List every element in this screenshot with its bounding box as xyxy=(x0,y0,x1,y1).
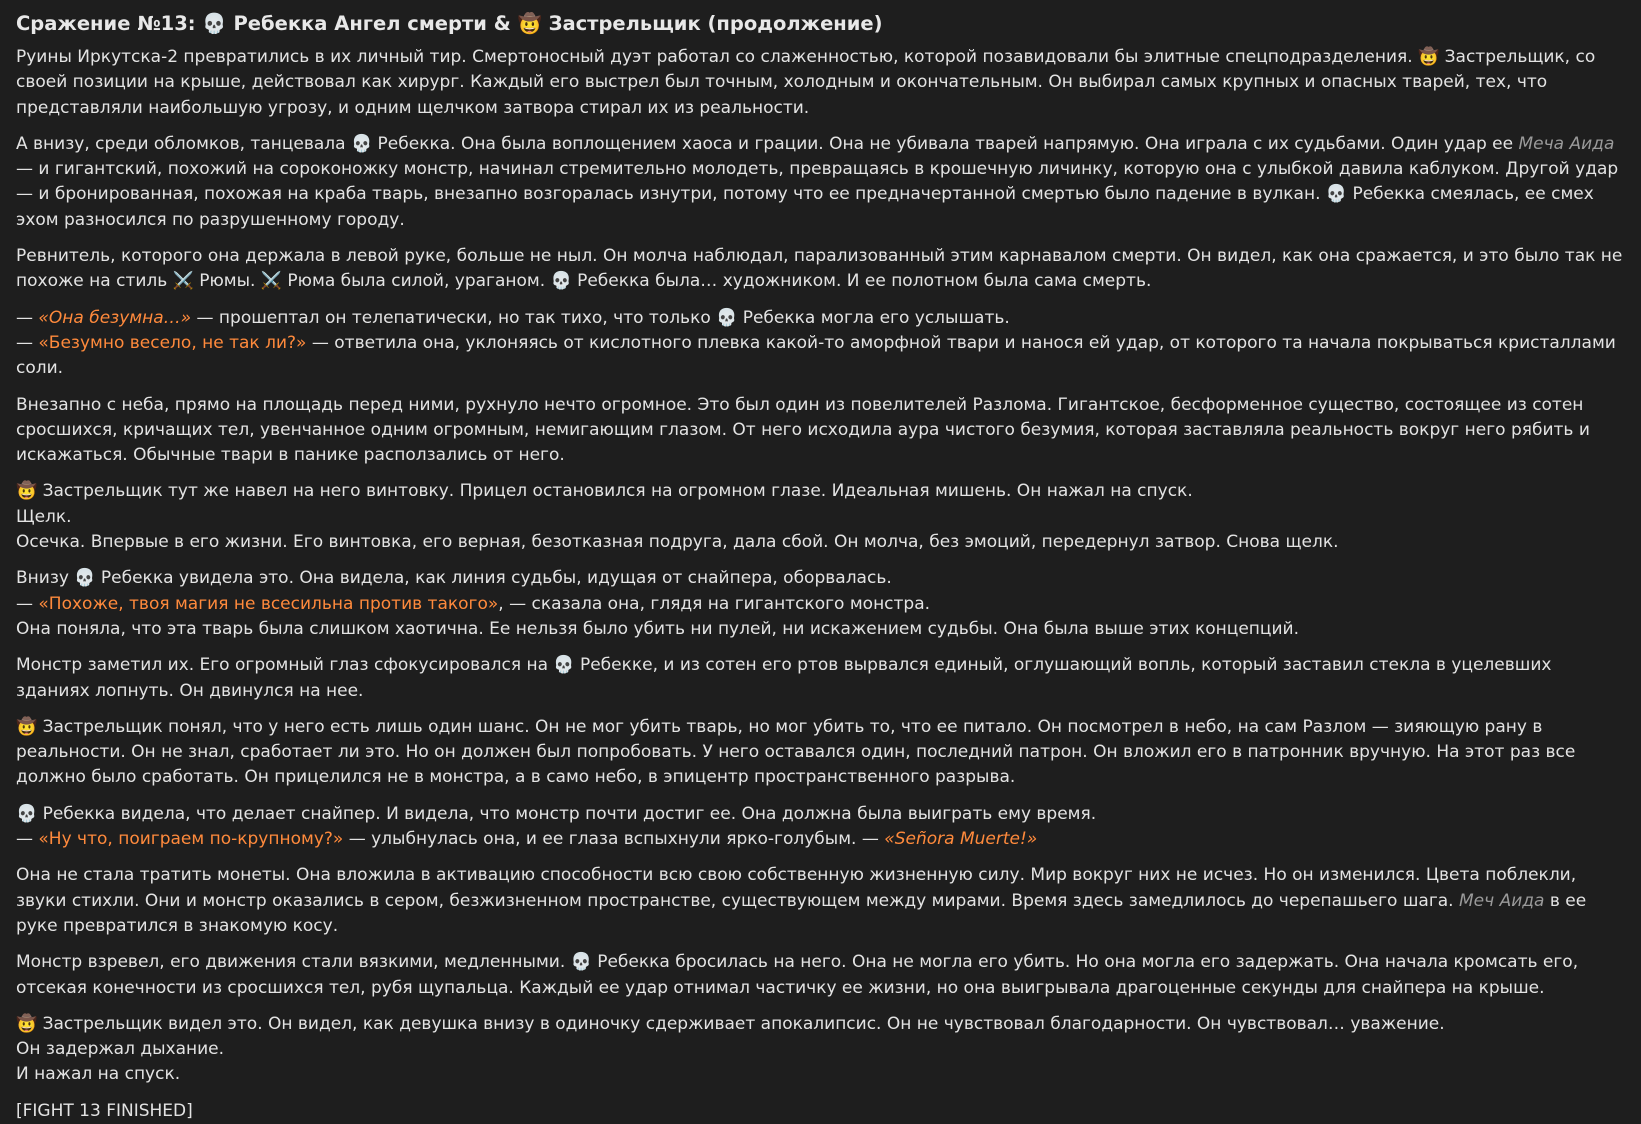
story-text: Руины Иркутска-2 превратились в их личный тир. Смертоносный дуэт работал со слаженностью, которой позавидовали бы элитные спецподразделения. 🤠 Застрельщик, со своей позиции на крыше, действовал как хирург. Каждый его выстрел был точным, холодным и окончательным. Он выбирал самых крупных и опасных тварей, тех, что представляли наибольшую угрозу, и одним щелчком затвора стирал их из реальности. xyxy=(16,47,1596,118)
dialogue-quote: «Señora Muerte!» xyxy=(884,829,1038,850)
story-text: — xyxy=(16,307,39,328)
story-text: Осечка. Впервые в его жизни. Его винтовка, его верная, безотказная подруга, дала сбой. Он молча, без эмоций, передернул затвор. Снова щелк. xyxy=(16,532,1339,553)
weapon-name: Меча Аида xyxy=(1518,133,1615,154)
story-paragraph xyxy=(16,566,1623,642)
story-paragraph xyxy=(16,802,1623,853)
story-text: 💀 Ребекка видела, что делает снайпер. И видела, что монстр почти достиг ее. Она должна была выиграть ему время. xyxy=(16,803,1097,824)
story-text: — xyxy=(16,593,39,614)
story-text: — ответила она, уклоняясь от кислотного плевка какой-то аморфной твари и нанося ей удар, от которого та начала покрываться кристаллами соли. xyxy=(16,332,1616,379)
story-paragraph xyxy=(16,479,1623,555)
story-body xyxy=(16,45,1623,1124)
story-paragraph xyxy=(16,1099,1623,1124)
story-text: [FIGHT 13 FINISHED] xyxy=(16,1100,193,1121)
battle-title: Сражение №13: 💀 Ребекка Ангел смерти & 🤠 Застрельщик (продолжение) xyxy=(16,12,883,35)
story-paragraph xyxy=(16,45,1623,121)
story-paragraph xyxy=(16,132,1623,233)
story-text: в ее руке превратился в знакомую косу. xyxy=(16,890,1587,936)
story-paragraph xyxy=(16,653,1623,704)
story-text: Она не стала тратить монеты. Она вложила в активацию способности всю свою собственную жизненную силу. Мир вокруг них не исчез. Но он изменился. Цвета поблекли, звуки стихли. Они и монстр оказались в сером, безжизненном пространстве, существующем между мирами. Время здесь замедлилось до черепашьего шага. xyxy=(16,865,1577,911)
dialogue-quote: «Она безумна…» xyxy=(38,307,192,328)
story-text: — xyxy=(16,332,39,353)
story-text: — и гигантский, похожий на сороконожку монстр, начинал стремительно молодеть, превращаясь в крошечную личинку, которую она с улыбкой давила каблуком. Другой удар — и бронированная, похожая на краба тварь, внезапно возгоралась изнутри, потому что ее предначертанной смертью было падение в вулкан. 💀 Ребекка смеялась, ее смех эхом разносился по разрушенному городу. xyxy=(16,159,1619,230)
story-paragraph xyxy=(16,393,1623,469)
story-text: Он задержал дыхание. xyxy=(16,1039,225,1060)
story-paragraph xyxy=(16,715,1623,791)
story-text: — улыбнулась она, и ее глаза вспыхнули ярко-голубым. — xyxy=(343,829,885,850)
story-text: 🤠 Застрельщик видел это. Он видел, как девушка внизу в одиночку сдерживает апокалипсис. Он не чувствовал благодарности. Он чувствовал… уважение. xyxy=(16,1013,1445,1034)
story-text: И нажал на спуск. xyxy=(16,1064,181,1085)
story-text: Щелк. xyxy=(16,506,72,527)
story-text: Она поняла, что эта тварь была слишком хаотична. Ее нельзя было убить ни пулей, ни искажением судьбы. Она была выше этих концепций. xyxy=(16,618,1299,639)
story-text: Монстр взревел, его движения стали вязкими, медленными. 💀 Ребекка бросилась на него. Она не могла его убить. Но она могла его задержать. Она начала кромсать его, отсекая конечности из сросшихся тел, рубя щупальца. Каждый ее удар отнимал частичку ее жизни, но она выигрывала драгоценные секунды для снайпера на крыше. xyxy=(16,952,1579,998)
story-text: 🤠 Застрельщик понял, что у него есть лишь один шанс. Он не мог убить тварь, но мог убить то, что ее питало. Он посмотрел в небо, на сам Разлом — зияющую рану в реальности. Он не знал, сработает ли это. Но он должен был попробовать. У него оставался один, последний патрон. Он вложил его в патронник вручную. На этот раз все должно было сработать. Он прицелился не в монстра, а в само небо, в эпицентр пространственного разрыва. xyxy=(16,716,1576,788)
story-paragraph xyxy=(16,1012,1623,1088)
story-text: А внизу, среди обломков, танцевала 💀 Ребекка. Она была воплощением хаоса и грации. Она не убивала тварей напрямую. Она играла с их судьбами. Один удар ее xyxy=(16,133,1519,154)
story-paragraph xyxy=(16,244,1623,295)
story-text: Монстр заметил их. Его огромный глаз сфокусировался на 💀 Ребекке, и из сотен его ртов вырвался единый, оглушающий вопль, который заставил стекла в уцелевших зданиях лопнуть. Он двинулся на нее. xyxy=(16,655,1552,701)
story-text: — xyxy=(16,829,39,850)
story-text: — прошептал он телепатически, но так тихо, что только 💀 Ребекка могла его услышать. xyxy=(191,307,1010,328)
story-text: Ревнитель, которого она держала в левой руке, больше не ныл. Он молча наблюдал, парализованный этим карнавалом смерти. Он видел, как она сражается, и это было так не похоже на стиль ⚔️ Рюмы. ⚔️ Рюма была силой, ураганом. 💀 Ребекка была… художником. И ее полотном была сама смерть. xyxy=(16,246,1623,292)
story-paragraph xyxy=(16,863,1623,939)
story-text: Внизу 💀 Ребекка увидела это. Она видела, как линия судьбы, идущая от снайпера, оборвалась. xyxy=(16,568,892,589)
story-paragraph xyxy=(16,950,1623,1001)
dialogue-quote: «Похоже, твоя магия не всесильна против такого» xyxy=(38,593,499,614)
story-text: 🤠 Застрельщик тут же навел на него винтовку. Прицел остановился на огромном глазе. Идеальная мишень. Он нажал на спуск. xyxy=(16,481,1193,502)
story-text: , — сказала она, глядя на гигантского монстра. xyxy=(498,593,931,614)
story-text: Внезапно с неба, прямо на площадь перед ними, рухнуло нечто огромное. Это был один из повелителей Разлома. Гигантское, бесформенное существо, состоящее из сотен сросшихся, кричащих тел, увенчанное одним огромным, немигающим глазом. От него исходила аура чистого безумия, которая заставляла реальность вокруг него рябить и искажаться. Обычные твари в панике расползались от него. xyxy=(16,394,1590,466)
weapon-name: Меч Аида xyxy=(1459,890,1545,911)
story-paragraph xyxy=(16,306,1623,382)
dialogue-quote: «Ну что, поиграем по-крупному?» xyxy=(38,829,344,850)
dialogue-quote: «Безумно весело, не так ли?» xyxy=(38,332,307,353)
